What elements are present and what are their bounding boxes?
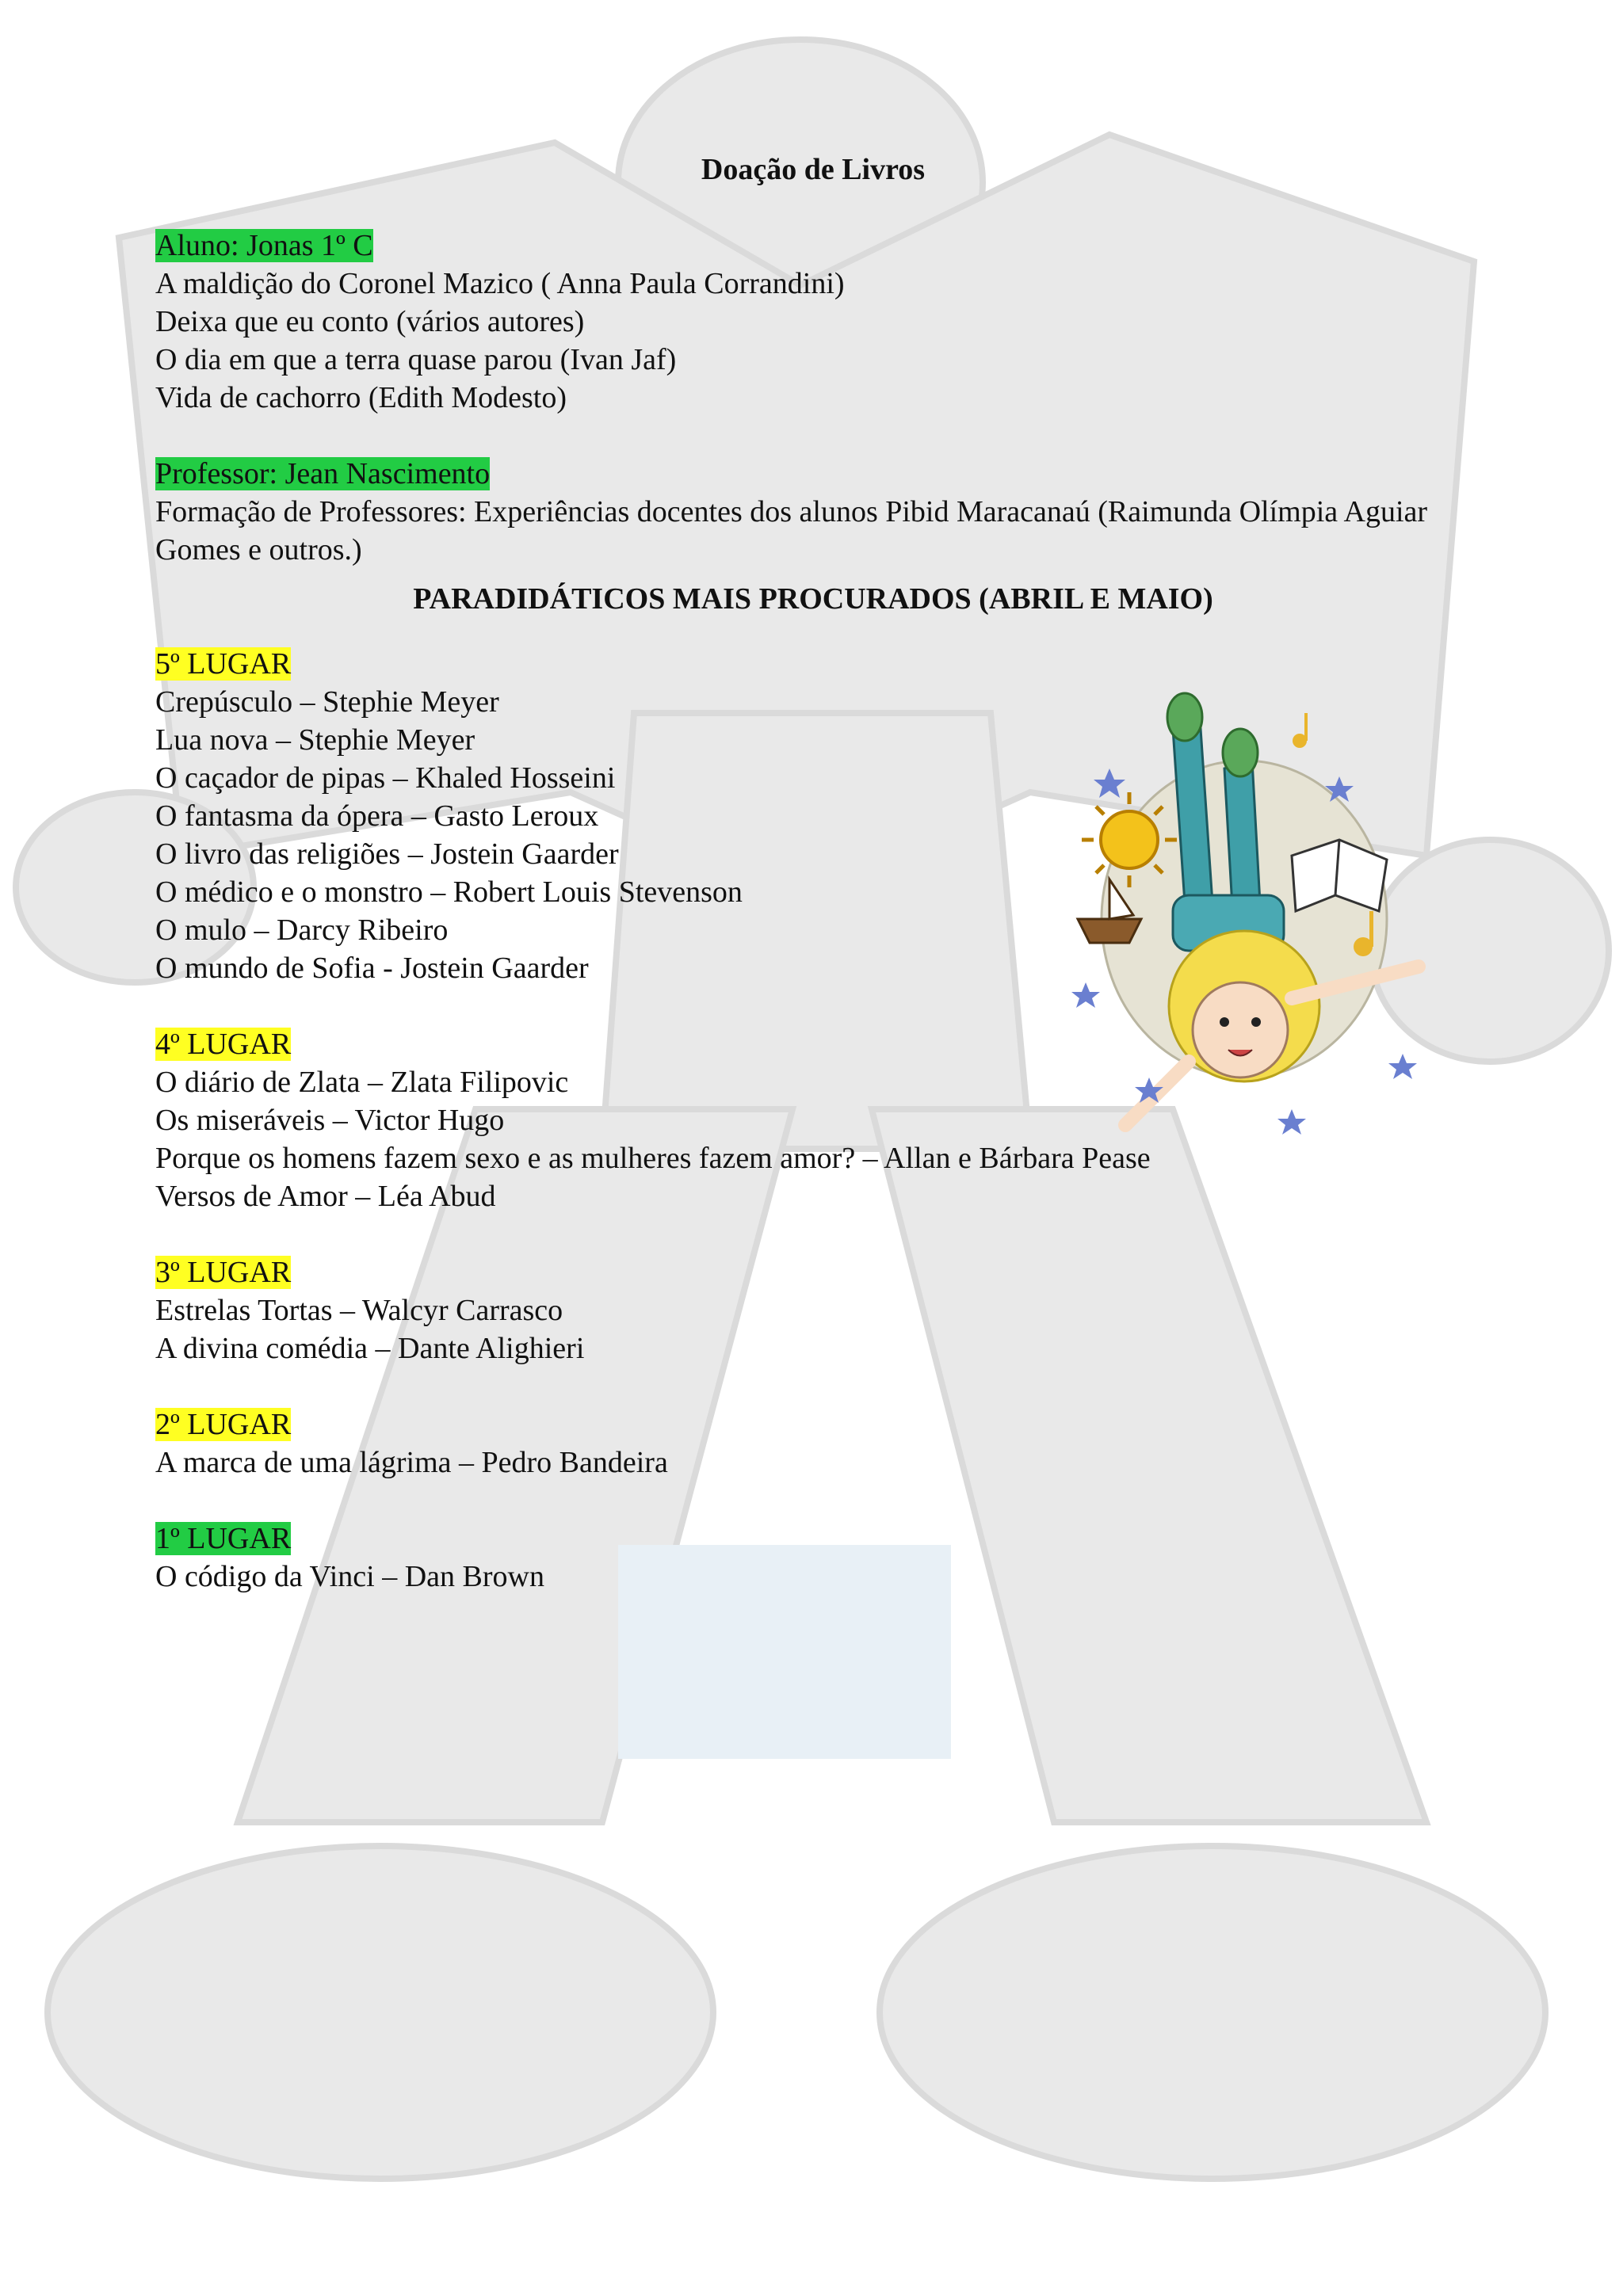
- list-item: O mundo de Sofia - Jostein Gaarder: [155, 952, 589, 985]
- list-item: Estrelas Tortas – Walcyr Carrasco: [155, 1294, 563, 1327]
- list-item: O caçador de pipas – Khaled Hosseini: [155, 761, 616, 795]
- list-item: Versos de Amor – Léa Abud: [155, 1180, 496, 1213]
- list-item: O médico e o monstro – Robert Louis Stevenson: [155, 875, 743, 909]
- list-item: O livro das religiões – Jostein Gaarder: [155, 837, 619, 871]
- list-item: Crepúsculo – Stephie Meyer: [155, 685, 499, 719]
- list-item: A marca de uma lágrima – Pedro Bandeira: [155, 1446, 668, 1479]
- list-item: Porque os homens fazem sexo e as mulheres fazem amor? – Allan e Bárbara Pease: [155, 1142, 1151, 1175]
- list-item: O fantasma da ópera – Gasto Leroux: [155, 799, 599, 833]
- list-item: O código da Vinci – Dan Brown: [155, 1560, 544, 1593]
- list-item: Formação de Professores: Experiências docentes dos alunos Pibid Maracanaú (Raimunda Olímpia Aguiar Gomes e outros.): [155, 495, 1428, 566]
- ranking-heading: PARADIDÁTICOS MAIS PROCURADOS (ABRIL E MAIO): [413, 582, 1213, 616]
- list-item: Vida de cachorro (Edith Modesto): [155, 381, 567, 414]
- teacher-label: Professor: Jean Nascimento: [155, 457, 491, 490]
- list-item: Deixa que eu conto (vários autores): [155, 305, 585, 338]
- list-item: O diário de Zlata – Zlata Filipovic: [155, 1066, 569, 1099]
- document-body: [155, 151, 1503, 1596]
- list-item: A divina comédia – Dante Alighieri: [155, 1332, 585, 1365]
- list-item: O dia em que a terra quase parou (Ivan Jaf): [155, 343, 677, 376]
- fourth-place-label: 4º LUGAR: [155, 1028, 292, 1061]
- second-place-label: 2º LUGAR: [155, 1408, 292, 1441]
- list-item: O mulo – Darcy Ribeiro: [155, 913, 449, 947]
- third-place-label: 3º LUGAR: [155, 1256, 292, 1289]
- first-place-label: 1º LUGAR: [155, 1522, 292, 1555]
- list-item: Lua nova – Stephie Meyer: [155, 723, 475, 757]
- student-label: Aluno: Jonas 1º C: [155, 229, 373, 262]
- list-item: Os miseráveis – Victor Hugo: [155, 1104, 505, 1137]
- fifth-place-label: 5º LUGAR: [155, 647, 292, 681]
- list-item: A maldição do Coronel Mazico ( Anna Paula Corrandini): [155, 267, 845, 300]
- page-title: Doação de Livros: [701, 153, 926, 186]
